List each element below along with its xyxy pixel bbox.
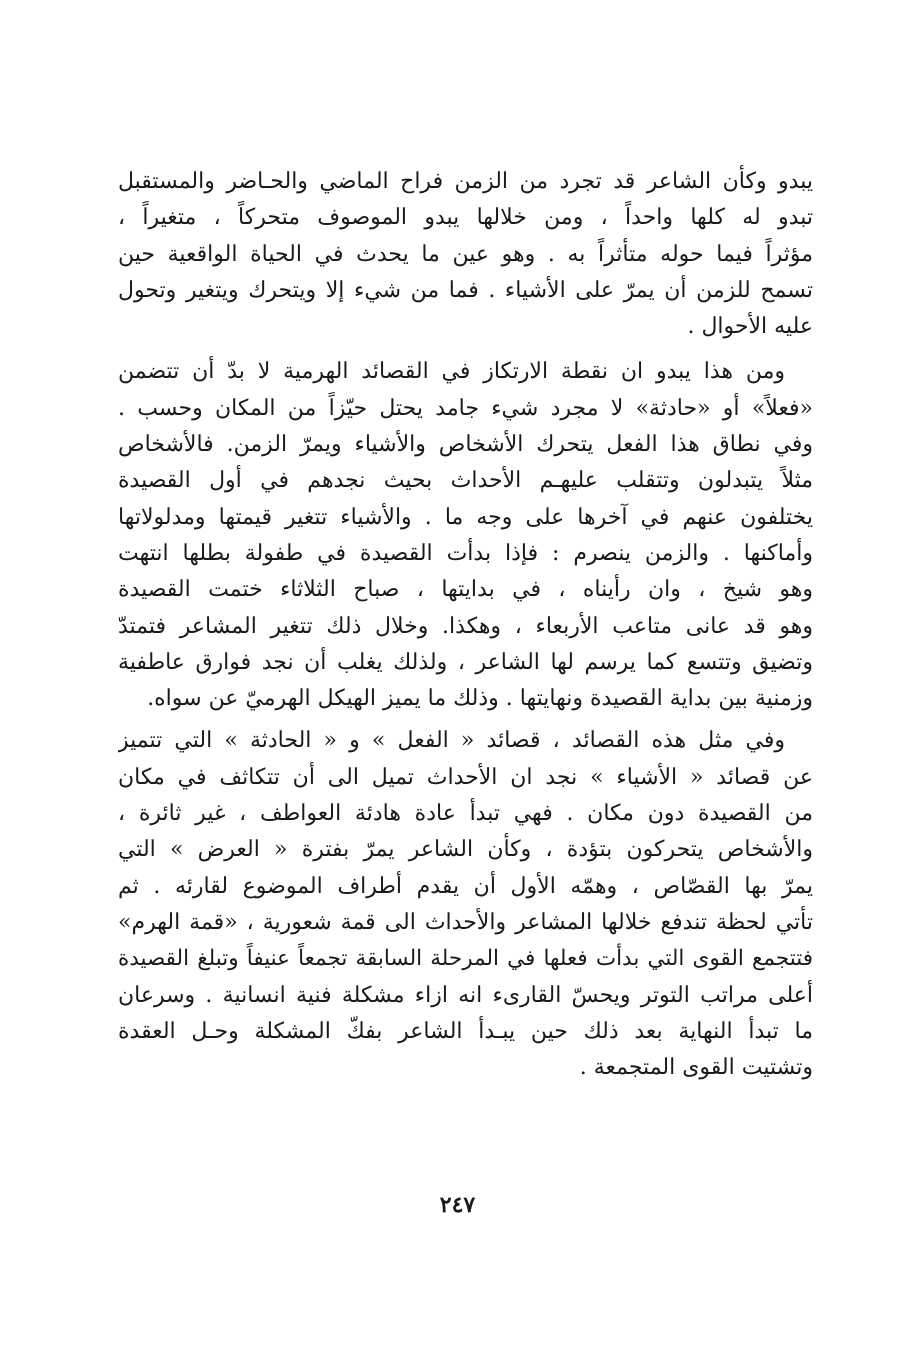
text-line: من القصيدة دون مكان . فهي تبدأ عادة هادئة العواطف ، غير ثائرة ،	[118, 801, 813, 827]
paragraph-2	[118, 354, 813, 717]
text-line: «فعلاً» أو «حادثة» لا مجرد شيء جامد يحتل حيّزاً من المكان وحسب .	[118, 395, 813, 421]
text-line: مثلاً يتبدلون وتتقلب عليهـم الأحداث بحيث نجدهم في أول القصيدة	[118, 468, 813, 494]
text-line: عليه الأحوال .	[687, 314, 813, 340]
page-number: ٢٤٧	[439, 1192, 476, 1218]
text-line: تأتي لحظة تندفع خلالها المشاعر والأحداث الى قمة شعورية ، «قمة الهرم»	[118, 909, 813, 935]
text-line: تسمح للزمن أن يمرّ على الأشياء . فما من شيء إلا ويتحرك ويتغير وتحول	[118, 277, 813, 303]
text-line: يبدو وكأن الشاعر قد تجرد من الزمن فراح الماضي والحـاضر والمستقبل	[118, 169, 813, 194]
text-line: وتضيق وتتسع كما يرسم لها الشاعر ، ولذلك يغلب أن نجد فوارق عاطفية	[118, 649, 813, 675]
text-line: وفي نطاق هذا الفعل يتحرك الأشخاص والأشياء ويمرّ الزمن. فالأشخاص	[118, 432, 813, 458]
text-line: مؤثراً فيما حوله متأثراً به . وهو عين ما يحدث في الحياة الواقعية حين	[118, 241, 813, 267]
paragraph-1	[118, 164, 813, 345]
text-line: أعلى مراتب التوتر ويحسّ القارىء انه ازاء مشكلة فنية انسانية . وسرعان	[118, 982, 813, 1008]
body-text	[118, 164, 813, 1086]
text-line: تبدو له كلها واحداً ، ومن خلالها يبدو الموصوف متحركاً ، متغيراً ،	[118, 205, 813, 231]
text-line: وزمنية بين بداية القصيدة ونهايتها . وذلك ما يميز الهيكل الهرميّ عن سواه.	[147, 686, 813, 712]
text-line: وهو قد عانى متاعب الأربعاء ، وهكذا. وخلال ذلك تتغير المشاعر فتمتدّ	[118, 613, 813, 639]
text-line: والأشخاص يتحركون بتؤدة ، وكأن الشاعر يمرّ بفترة « العرض » التي	[118, 837, 813, 863]
text-line: وفي مثل هذه القصائد ، قصائد « الفعل » و « الحادثة » التي تتميز	[118, 728, 785, 754]
text-line: يمرّ بها القصّاص ، وهمّه الأول أن يقدم أطراف الموضوع لقارئه . ثم	[118, 873, 813, 899]
text-line: عن قصائد « الأشياء » نجد ان الأحداث تميل الى أن تتكاثف في مكان	[118, 764, 813, 790]
text-line: فتتجمع القوى التي بدأت فعلها في المرحلة السابقة تجمعاً عنيفاً وتبلغ القصيدة	[118, 946, 813, 972]
text-line: يختلفون عنهم في آخرها على وجه ما . والأشياء تتغير قيمتها ومدلولاتها	[118, 504, 813, 530]
text-line: وأماكنها . والزمن ينصرم : فإذا بدأت القصيدة في طفولة بطلها انتهت	[118, 540, 813, 566]
text-line: ومن هذا يبدو ان نقطة الارتكاز في القصائد الهرمية لا بدّ أن تتضمن	[118, 359, 785, 385]
text-line: وهو شيخ ، وان رأيناه ، في بدايتها ، صباح الثلاثاء ختمت القصيدة	[118, 577, 813, 603]
paragraph-3	[118, 723, 813, 1086]
text-line: وتشتيت القوى المتجمعة .	[579, 1055, 813, 1081]
text-line: ما تبدأ النهاية بعد ذلك حين يبـدأ الشاعر بفكّ المشكلة وحـل العقدة	[118, 1018, 813, 1044]
